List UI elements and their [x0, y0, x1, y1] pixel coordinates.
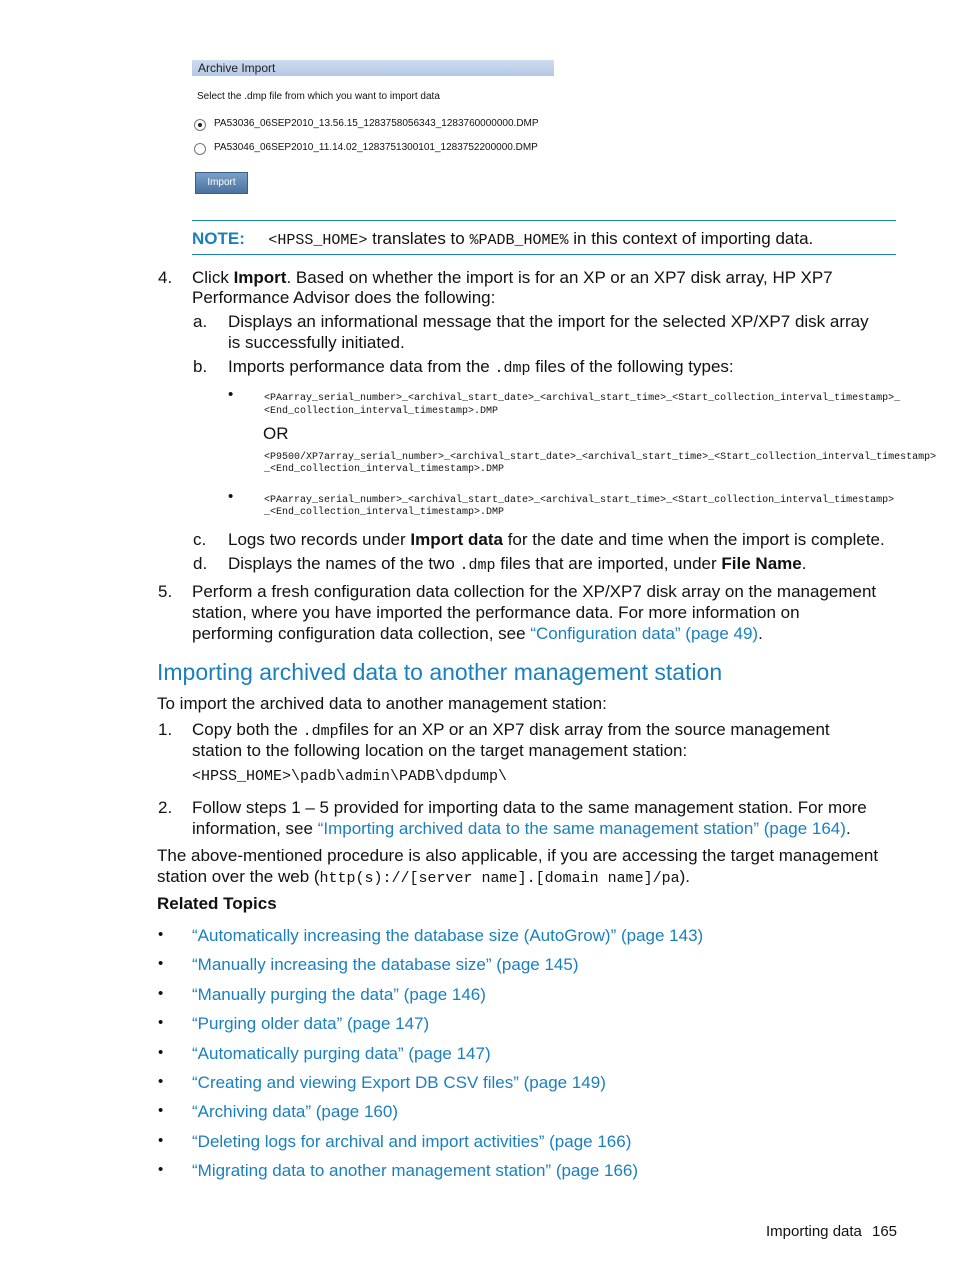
dmp-pattern-3b: _<End_collection_interval_timestamp>.DMP: [264, 507, 505, 518]
web-access-end: ).: [679, 867, 690, 886]
radio-option-1[interactable]: [194, 119, 206, 131]
web-access-pre: station over the web (: [157, 867, 320, 886]
note-label: NOTE:: [192, 229, 245, 248]
dmp-pattern-3a: <PAarray_serial_number>_<archival_start_date>_<archival_start_time>_<Start_collection_interval_timestamp>: [264, 495, 895, 506]
related-topic-link[interactable]: “Deleting logs for archival and import activities” (page 166): [192, 1132, 632, 1151]
related-topics-title: Related Topics: [157, 894, 277, 913]
bullet-icon: •: [228, 488, 234, 505]
step-4c-bold: Import data: [410, 530, 503, 549]
note-code-1: <HPSS_HOME>: [268, 232, 368, 249]
bullet-icon: •: [158, 1102, 164, 1119]
section-heading: Importing archived data to another management station: [157, 659, 723, 685]
section-step-2-line-2: [192, 818, 851, 839]
web-access-url: http(s)://[server name].[domain name]/pa: [319, 870, 680, 887]
section-step-2-end: .: [845, 819, 851, 838]
section-step-2-pre: information, see: [192, 819, 313, 838]
bullet-icon: •: [158, 1132, 164, 1149]
dialog-instruction: Select the .dmp file from which you want to import data: [197, 91, 440, 102]
step-4c-number: c.: [193, 530, 207, 549]
section-step-1-code: .dmp: [302, 723, 339, 740]
bullet-icon: •: [158, 1014, 164, 1031]
step-5-line-1: Perform a fresh configuration data collection for the XP/XP7 disk array on the management: [192, 582, 877, 601]
related-topic-link[interactable]: “Manually increasing the database size” (page 145): [192, 955, 579, 974]
related-topic-link[interactable]: “Automatically purging data” (page 147): [192, 1044, 491, 1063]
web-access-line-1: The above-mentioned procedure is also applicable, if you are accessing the target management: [157, 846, 879, 865]
section-intro: To import the archived data to another management station:: [157, 694, 607, 713]
step-4d-mid: files that are imported, under: [500, 554, 717, 573]
step-4-line-1: [192, 267, 833, 288]
bullet-icon: •: [158, 955, 164, 972]
dmp-pattern-2b: _<End_collection_interval_timestamp>.DMP: [264, 464, 505, 475]
step-4d-pre: Displays the names of the two: [228, 554, 455, 573]
step-5-end: .: [758, 624, 763, 643]
bullet-icon: •: [228, 386, 234, 403]
step-4d-number: d.: [193, 554, 208, 573]
section-step-1-line-2: station to the following location on the target management station:: [192, 741, 688, 760]
step-4-rest: . Based on whether the import is for an XP or an XP7 disk array, HP XP7: [286, 268, 833, 287]
related-topic-link[interactable]: “Automatically increasing the database size (AutoGrow)” (page 143): [192, 926, 704, 945]
bullet-icon: •: [158, 1044, 164, 1061]
dialog-title: Archive Import: [192, 60, 554, 76]
bullet-icon: •: [158, 985, 164, 1002]
note: [192, 228, 813, 251]
or-label: OR: [263, 424, 289, 443]
step-4b-number: b.: [193, 357, 208, 376]
step-5-line-2: station, where you have imported the performance data. For more information on: [192, 603, 800, 622]
section-step-1-number: 1.: [158, 720, 173, 739]
section-step-1-pre: Copy both the: [192, 720, 298, 739]
section-step-2-number: 2.: [158, 798, 173, 817]
step-4d-line: [228, 553, 806, 576]
related-topic-link[interactable]: “Migrating data to another management station” (page 166): [192, 1161, 639, 1180]
footer-section: Importing data: [766, 1223, 862, 1240]
related-topic-link[interactable]: “Archiving data” (page 160): [192, 1102, 399, 1121]
configuration-data-link[interactable]: “Configuration data” (page 49): [530, 624, 759, 643]
step-4b-line: [228, 356, 734, 379]
note-bottom-rule: [192, 254, 896, 255]
step-4-pre: Click: [192, 268, 229, 287]
option-1-label: PA53036_06SEP2010_13.56.15_1283758056343_1283760000000.DMP: [214, 118, 539, 129]
web-access-line-2: [157, 866, 690, 889]
dmp-pattern-1b: <End_collection_interval_timestamp>.DMP: [264, 406, 499, 417]
same-station-import-link[interactable]: “Importing archived data to the same management station” (page 164): [317, 819, 846, 838]
step-4c-pre: Logs two records under: [228, 530, 406, 549]
step-4a-line-2: is successfully initiated.: [228, 333, 405, 352]
dmp-pattern-1a: <PAarray_serial_number>_<archival_start_date>_<archival_start_time>_<Start_collection_interval_timestamp>_: [264, 393, 901, 404]
related-topic-link[interactable]: “Manually purging the data” (page 146): [192, 985, 486, 1004]
step-5-number: 5.: [158, 582, 173, 601]
step-4c-post: for the date and time when the import is complete.: [507, 530, 885, 549]
dmp-pattern-2a: <P9500/XP7array_serial_number>_<archival_start_date>_<archival_start_time>_<Start_collection_interval_timestamp>: [264, 452, 937, 463]
section-step-2-line-1: Follow steps 1 – 5 provided for importing data to the same management station. For more: [192, 798, 867, 817]
bullet-icon: •: [158, 1161, 164, 1178]
note-top-rule: [192, 220, 896, 221]
page-number: 165: [872, 1223, 898, 1240]
step-4d-bold: File Name: [721, 554, 802, 573]
bullet-icon: •: [158, 926, 164, 943]
note-mid: translates to: [372, 229, 465, 248]
section-step-1-post: files for an XP or an XP7 disk array from the source management: [338, 720, 830, 739]
step-4d-end: .: [801, 554, 807, 573]
import-button[interactable]: Import: [195, 172, 248, 194]
step-4-bold: Import: [233, 268, 287, 287]
note-end: in this context of importing data.: [573, 229, 814, 248]
step-4b-post: files of the following types:: [535, 357, 734, 376]
step-4b-code: .dmp: [494, 360, 531, 377]
related-topic-link[interactable]: “Creating and viewing Export DB CSV files” (page 149): [192, 1073, 606, 1092]
step-4d-code: .dmp: [459, 557, 496, 574]
step-4a-number: a.: [193, 312, 208, 331]
step-4c-line: [228, 529, 885, 550]
option-2-label: PA53046_06SEP2010_11.14.02_1283751300101_1283752200000.DMP: [214, 142, 538, 153]
step-4a-line-1: Displays an informational message that the import for the selected XP/XP7 disk array: [228, 312, 869, 331]
dpdump-path: <HPSS_HOME>\padb\admin\PADB\dpdump\: [192, 768, 508, 785]
step-5-line-3: [192, 623, 763, 644]
step-4-number: 4.: [158, 268, 173, 287]
step-4-line-2: Performance Advisor does the following:: [192, 288, 496, 307]
step-5-pre: performing configuration data collection, see: [192, 624, 526, 643]
radio-option-2[interactable]: [194, 143, 206, 155]
related-topic-link[interactable]: “Purging older data” (page 147): [192, 1014, 430, 1033]
bullet-icon: •: [158, 1073, 164, 1090]
step-4b-pre: Imports performance data from the: [228, 357, 490, 376]
note-code-2: %PADB_HOME%: [469, 232, 569, 249]
section-step-1-line-1: [192, 719, 830, 742]
